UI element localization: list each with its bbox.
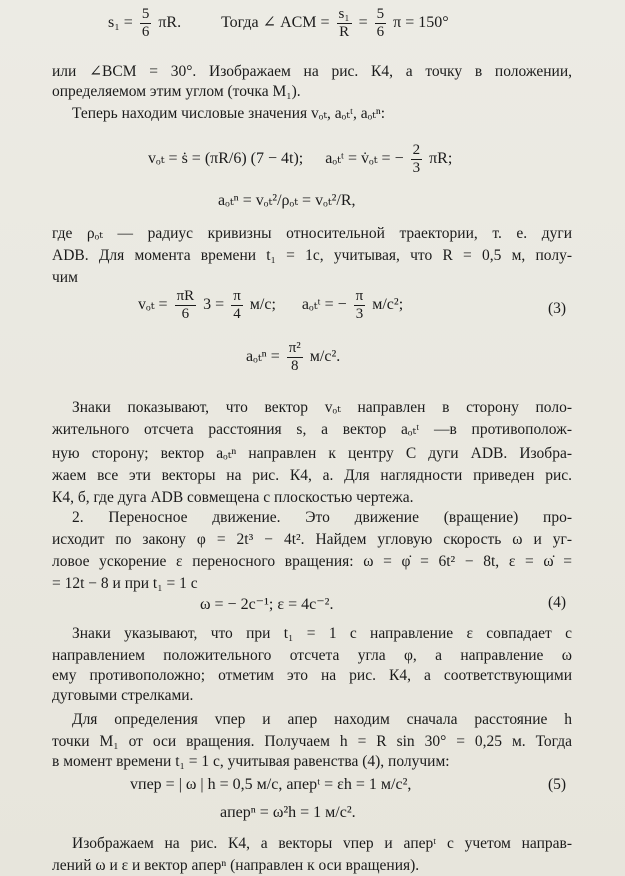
text-line: ему противоположно; отметим это на рис. К4, а соответствующими — [52, 667, 572, 684]
text-line: точки M₁ от оси вращения. Получаем h = R sin 30° = 0,25 м. Тогда — [52, 733, 572, 750]
text-line: исходит по закону φ = 2t³ − 4t². Найдем угловую скорость ω и уг- — [52, 531, 572, 548]
text-line: Для определения vпер и aпер находим сначала расстояние h — [72, 711, 572, 728]
text-line: ADB. Для момента времени t₁ = 1с, учитывая, что R = 0,5 м, полу- — [52, 247, 572, 264]
equation-number: (4) — [548, 594, 567, 611]
equation-3: vₒₜ = $\frac{\pi R}{6}$ 3 = $\frac{\pi}{4}$ м/с; aₒₜᵗ = − $\frac{\pi}{3}$ м/с²; — [138, 288, 404, 322]
equation-aper-n: aперⁿ = ω²h = 1 м/с². — [220, 804, 356, 821]
text-line: Знаки показывают, что вектор vₒₜ направлен в сторону поло- — [72, 399, 572, 416]
text-line: чим — [52, 269, 78, 286]
text-line: или ∠BCM = 30°. Изображаем на рис. К4, а точку в положении, — [52, 63, 572, 80]
equation-aot-n: aₒₜⁿ = vₒₜ²/ρₒₜ = vₒₜ²/R, — [218, 192, 356, 209]
section-heading-line: 2. Переносное движение. Это движение (вращение) про- — [72, 509, 572, 526]
text-line: = 12t − 8 и при t₁ = 1 с — [52, 575, 198, 592]
text-line: дуговыми стрелками. — [52, 687, 194, 704]
equation-number: (3) — [548, 300, 567, 317]
text-line: лений ω и ε и вектор aперⁿ (направлен к оси вращения). — [52, 857, 420, 874]
text-line: К4, б, где дуга ADB совмещена с плоскостью чертежа. — [52, 489, 414, 506]
text-line: направлением положительного отсчета угла φ, а направление ω — [52, 647, 572, 664]
text-line: жаем все эти векторы на рис. К4, а. Для наглядности приведен рис. — [52, 467, 572, 484]
equation-number: (5) — [548, 776, 567, 793]
equation-s1: s₁ = $\frac{5}{6}$ πR. Тогда ∠ ACM = $\frac{\text{s₁}}{R}$ = $\frac{5}{6}$ π = 150° — [108, 6, 449, 40]
text-line: жительного отсчета расстояния s, а вектор aₒₜᵗ —в противополож- — [52, 421, 572, 438]
text-line: где ρₒₜ — радиус кривизны относительной траектории, т. е. дуги — [52, 225, 572, 242]
equation-vot: vₒₜ = ṡ = (πR/6) (7 − 4t); aₒₜᵗ = v̇ₒₜ = − $\frac{2}{3}$ πR; — [148, 142, 453, 176]
equation-5: vпер = | ω | h = 0,5 м/с, aперᵗ = εh = 1 м/с², — [130, 776, 412, 793]
text-line: в момент времени t₁ = 1 с, учитывая равенства (4), получим: — [52, 753, 450, 770]
text-line: ную сторону; вектор aₒₜⁿ направлен к центру C дуги ADB. Изобра- — [52, 445, 572, 462]
equation-aot-n-value: aₒₜⁿ = $\frac{\text{π²}}{8}$ м/с². — [246, 340, 341, 374]
text-line: Изображаем на рис. К4, а векторы vпер и aперᵗ с учетом направ- — [72, 835, 572, 852]
text-line: Знаки указывают, что при t₁ = 1 с направление ε совпадает с — [72, 625, 572, 642]
text-line: Теперь находим числовые значения vₒₜ, aₒₜᵗ, aₒₜⁿ: — [72, 105, 386, 122]
text-line: ловое ускорение ε переносного вращения: ω = φ̇ = 6t² − 8t, ε = ω̇ = — [52, 553, 572, 570]
equation-4: ω = − 2с⁻¹; ε = 4с⁻². — [200, 596, 334, 613]
text-line: определяемом этим углом (точка M₁). — [52, 83, 301, 100]
